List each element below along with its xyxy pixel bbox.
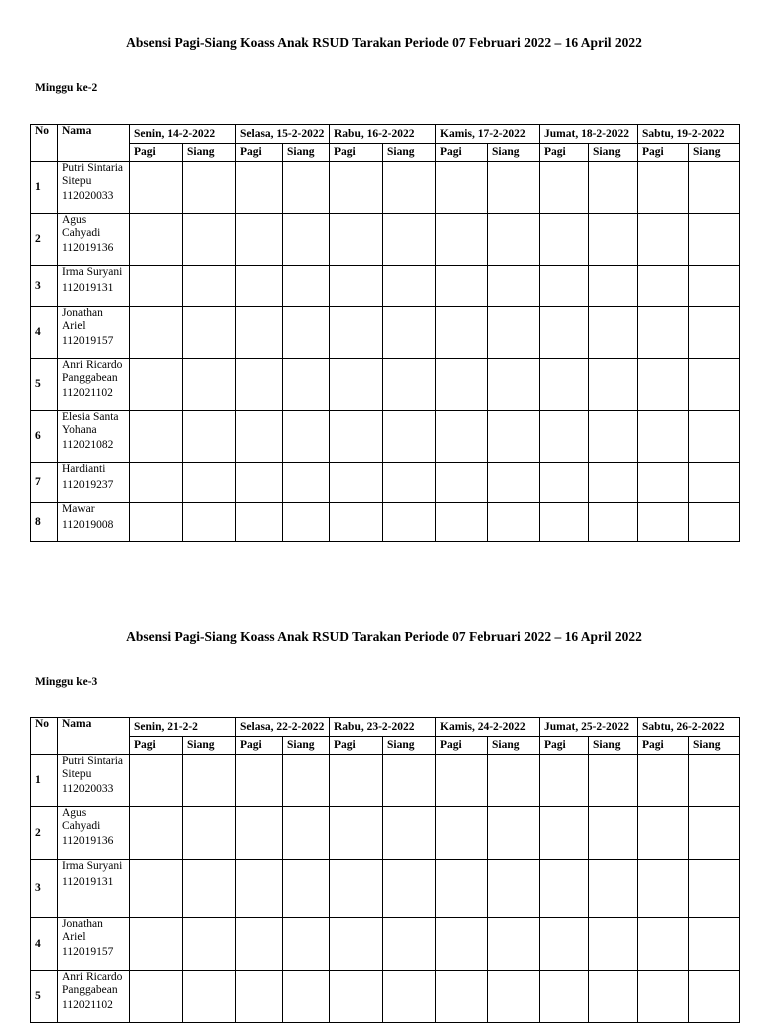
attendance-cell[interactable] <box>488 214 540 266</box>
row-number: 6 <box>31 411 58 463</box>
attendance-cell[interactable] <box>383 463 436 503</box>
student-id: 112021082 <box>62 439 114 451</box>
attendance-cell[interactable] <box>689 266 740 307</box>
attendance-cell[interactable] <box>589 266 638 307</box>
attendance-cell[interactable] <box>638 214 689 266</box>
student-cell <box>58 463 130 503</box>
attendance-cell[interactable] <box>383 214 436 266</box>
student-id: 112019136 <box>62 242 114 254</box>
table-row <box>31 807 740 860</box>
attendance-cell[interactable] <box>130 463 183 503</box>
attendance-cell[interactable] <box>689 214 740 266</box>
attendance-cell[interactable] <box>236 860 283 918</box>
attendance-cell[interactable] <box>436 755 488 807</box>
attendance-cell[interactable] <box>689 807 740 860</box>
attendance-cell[interactable] <box>488 918 540 971</box>
header-siang: Siang <box>183 144 236 162</box>
header-row-days <box>31 125 740 144</box>
attendance-cell[interactable] <box>436 807 488 860</box>
attendance-cell[interactable] <box>436 266 488 307</box>
header-siang: Siang <box>283 737 330 755</box>
student-id: 112019131 <box>62 875 114 888</box>
student-name: Irma Suryani <box>62 266 123 278</box>
attendance-cell[interactable] <box>540 755 589 807</box>
attendance-cell[interactable] <box>689 162 740 214</box>
attendance-cell[interactable] <box>638 918 689 971</box>
row-number: 4 <box>31 307 58 359</box>
student-name: Anri Ricardo Panggabean <box>62 971 123 996</box>
attendance-cell[interactable] <box>589 359 638 411</box>
student-id: 112019157 <box>62 946 114 958</box>
student-id: 112019157 <box>62 335 114 347</box>
attendance-cell[interactable] <box>689 359 740 411</box>
attendance-cell[interactable] <box>130 359 183 411</box>
attendance-cell[interactable] <box>540 807 589 860</box>
attendance-cell[interactable] <box>236 463 283 503</box>
student-name: Anri Ricardo Panggabean <box>62 359 123 384</box>
attendance-cell[interactable] <box>330 463 383 503</box>
attendance-cell[interactable] <box>330 860 383 918</box>
attendance-cell[interactable] <box>236 266 283 307</box>
attendance-cell[interactable] <box>638 162 689 214</box>
attendance-cell[interactable] <box>488 971 540 1023</box>
attendance-cell[interactable] <box>436 503 488 542</box>
attendance-cell[interactable] <box>436 214 488 266</box>
header-pagi: Pagi <box>236 144 283 162</box>
table-row <box>31 971 740 1023</box>
attendance-cell[interactable] <box>540 860 589 918</box>
student-cell <box>58 266 130 307</box>
attendance-cell[interactable] <box>236 162 283 214</box>
attendance-cell[interactable] <box>330 918 383 971</box>
attendance-cell[interactable] <box>383 162 436 214</box>
student-cell <box>58 503 130 542</box>
attendance-cell[interactable] <box>330 307 383 359</box>
header-day: Senin, 21-2-2 <box>130 718 236 737</box>
table-row <box>31 307 740 359</box>
student-name: Agus Cahyadi <box>62 214 101 239</box>
attendance-cell[interactable] <box>540 307 589 359</box>
attendance-cell[interactable] <box>236 307 283 359</box>
attendance-cell[interactable] <box>589 307 638 359</box>
header-pagi: Pagi <box>330 737 383 755</box>
attendance-cell[interactable] <box>130 755 183 807</box>
table-row <box>31 860 740 918</box>
attendance-cell[interactable] <box>183 214 236 266</box>
attendance-cell[interactable] <box>283 971 330 1023</box>
table-row <box>31 359 740 411</box>
table-row <box>31 162 740 214</box>
attendance-cell[interactable] <box>183 411 236 463</box>
header-day: Jumat, 25-2-2022 <box>540 718 638 737</box>
attendance-cell[interactable] <box>488 359 540 411</box>
week-label: Minggu ke-2 <box>35 82 98 94</box>
student-id: 112021102 <box>62 999 113 1011</box>
attendance-cell[interactable] <box>236 807 283 860</box>
table-row <box>31 918 740 971</box>
attendance-cell[interactable] <box>689 463 740 503</box>
attendance-cell[interactable] <box>183 807 236 860</box>
attendance-cell[interactable] <box>283 807 330 860</box>
header-siang: Siang <box>183 737 236 755</box>
attendance-cell[interactable] <box>436 162 488 214</box>
row-number: 4 <box>31 918 58 971</box>
table-row <box>31 411 740 463</box>
attendance-cell[interactable] <box>638 971 689 1023</box>
attendance-cell[interactable] <box>130 860 183 918</box>
row-number: 8 <box>31 503 58 542</box>
attendance-cell[interactable] <box>283 359 330 411</box>
student-cell <box>58 411 130 463</box>
attendance-cell[interactable] <box>283 307 330 359</box>
header-siang: Siang <box>383 737 436 755</box>
attendance-cell[interactable] <box>183 860 236 918</box>
header-pagi: Pagi <box>330 144 383 162</box>
header-day: Kamis, 17-2-2022 <box>436 125 540 144</box>
attendance-cell[interactable] <box>689 503 740 542</box>
attendance-cell[interactable] <box>383 359 436 411</box>
attendance-cell[interactable] <box>330 266 383 307</box>
header-pagi: Pagi <box>436 144 488 162</box>
header-pagi: Pagi <box>130 737 183 755</box>
attendance-cell[interactable] <box>330 411 383 463</box>
page-title: Absensi Pagi-Siang Koass Anak RSUD Tarakan Periode 07 Februari 2022 – 16 April 2022 <box>126 35 642 50</box>
student-cell <box>58 807 130 860</box>
attendance-cell[interactable] <box>589 860 638 918</box>
row-number: 1 <box>31 162 58 214</box>
attendance-cell[interactable] <box>540 162 589 214</box>
attendance-cell[interactable] <box>436 860 488 918</box>
header-day: Rabu, 23-2-2022 <box>330 718 436 737</box>
header-siang: Siang <box>589 144 638 162</box>
attendance-cell[interactable] <box>638 359 689 411</box>
student-id: 112019136 <box>62 835 114 847</box>
attendance-cell[interactable] <box>589 755 638 807</box>
attendance-cell[interactable] <box>436 463 488 503</box>
attendance-cell[interactable] <box>436 411 488 463</box>
attendance-table <box>30 717 740 1023</box>
attendance-cell[interactable] <box>330 162 383 214</box>
attendance-cell[interactable] <box>183 307 236 359</box>
attendance-cell[interactable] <box>488 807 540 860</box>
header-siang: Siang <box>488 144 540 162</box>
student-cell <box>58 307 130 359</box>
table-row <box>31 463 740 503</box>
student-cell <box>58 971 130 1023</box>
student-cell <box>58 359 130 411</box>
attendance-cell[interactable] <box>236 971 283 1023</box>
attendance-cell[interactable] <box>540 411 589 463</box>
attendance-cell[interactable] <box>436 971 488 1023</box>
attendance-cell[interactable] <box>236 503 283 542</box>
header-row-sessions <box>31 144 740 162</box>
student-id: 112019237 <box>62 478 114 491</box>
attendance-cell[interactable] <box>283 918 330 971</box>
attendance-cell[interactable] <box>130 162 183 214</box>
attendance-cell[interactable] <box>236 359 283 411</box>
attendance-cell[interactable] <box>183 162 236 214</box>
attendance-cell[interactable] <box>283 162 330 214</box>
row-number: 2 <box>31 214 58 266</box>
attendance-cell[interactable] <box>638 755 689 807</box>
attendance-cell[interactable] <box>638 307 689 359</box>
attendance-cell[interactable] <box>330 214 383 266</box>
student-name: Jonathan Ariel <box>62 307 103 332</box>
header-day: Jumat, 18-2-2022 <box>540 125 638 144</box>
attendance-cell[interactable] <box>183 503 236 542</box>
attendance-cell[interactable] <box>488 755 540 807</box>
attendance-cell[interactable] <box>330 755 383 807</box>
header-no: No <box>31 718 58 755</box>
student-id: 112019131 <box>62 281 114 294</box>
student-cell <box>58 918 130 971</box>
attendance-cell[interactable] <box>488 307 540 359</box>
header-siang: Siang <box>383 144 436 162</box>
attendance-cell[interactable] <box>183 463 236 503</box>
attendance-cell[interactable] <box>436 359 488 411</box>
student-cell <box>58 214 130 266</box>
attendance-cell[interactable] <box>589 503 638 542</box>
header-siang: Siang <box>488 737 540 755</box>
header-pagi: Pagi <box>540 737 589 755</box>
attendance-cell[interactable] <box>638 266 689 307</box>
student-name: Elesia Santa Yohana <box>62 411 119 436</box>
header-siang: Siang <box>589 737 638 755</box>
attendance-cell[interactable] <box>183 359 236 411</box>
header-siang: Siang <box>283 144 330 162</box>
attendance-cell[interactable] <box>130 807 183 860</box>
page-title: Absensi Pagi-Siang Koass Anak RSUD Tarakan Periode 07 Februari 2022 – 16 April 2022 <box>126 629 642 644</box>
table-row <box>31 503 740 542</box>
attendance-cell[interactable] <box>130 503 183 542</box>
attendance-cell[interactable] <box>689 411 740 463</box>
row-number: 3 <box>31 860 58 918</box>
attendance-cell[interactable] <box>330 807 383 860</box>
attendance-cell[interactable] <box>488 463 540 503</box>
attendance-cell[interactable] <box>589 807 638 860</box>
header-day: Senin, 14-2-2022 <box>130 125 236 144</box>
student-id: 112019008 <box>62 518 114 531</box>
attendance-cell[interactable] <box>638 860 689 918</box>
header-day: Selasa, 15-2-2022 <box>236 125 330 144</box>
table-row <box>31 266 740 307</box>
attendance-cell[interactable] <box>689 971 740 1023</box>
attendance-cell[interactable] <box>283 214 330 266</box>
attendance-cell[interactable] <box>183 266 236 307</box>
attendance-cell[interactable] <box>540 503 589 542</box>
header-pagi: Pagi <box>436 737 488 755</box>
attendance-cell[interactable] <box>540 918 589 971</box>
week-label: Minggu ke-3 <box>35 676 98 688</box>
row-number: 2 <box>31 807 58 860</box>
student-name: Agus Cahyadi <box>62 807 101 832</box>
header-pagi: Pagi <box>540 144 589 162</box>
attendance-cell[interactable] <box>383 860 436 918</box>
attendance-cell[interactable] <box>589 918 638 971</box>
header-day: Sabtu, 26-2-2022 <box>638 718 740 737</box>
header-day: Kamis, 24-2-2022 <box>436 718 540 737</box>
header-siang: Siang <box>689 144 740 162</box>
row-number: 1 <box>31 755 58 807</box>
attendance-cell[interactable] <box>488 860 540 918</box>
header-day: Sabtu, 19-2-2022 <box>638 125 740 144</box>
attendance-cell[interactable] <box>236 214 283 266</box>
attendance-cell[interactable] <box>330 359 383 411</box>
header-pagi: Pagi <box>130 144 183 162</box>
attendance-cell[interactable] <box>589 463 638 503</box>
attendance-cell[interactable] <box>283 755 330 807</box>
attendance-cell[interactable] <box>330 503 383 542</box>
header-row-days <box>31 718 740 737</box>
student-id: 112021102 <box>62 387 113 399</box>
attendance-cell[interactable] <box>283 463 330 503</box>
attendance-cell[interactable] <box>330 971 383 1023</box>
header-pagi: Pagi <box>638 737 689 755</box>
attendance-cell[interactable] <box>383 971 436 1023</box>
attendance-cell[interactable] <box>383 266 436 307</box>
attendance-cell[interactable] <box>638 463 689 503</box>
header-siang: Siang <box>689 737 740 755</box>
student-name: Putri Sintaria Sitepu <box>62 162 124 187</box>
attendance-cell[interactable] <box>183 918 236 971</box>
student-name: Hardianti <box>62 463 106 475</box>
attendance-cell[interactable] <box>488 411 540 463</box>
attendance-cell[interactable] <box>236 411 283 463</box>
row-number: 3 <box>31 266 58 307</box>
attendance-cell[interactable] <box>130 411 183 463</box>
attendance-cell[interactable] <box>589 411 638 463</box>
student-name: Irma Suryani <box>62 860 123 872</box>
attendance-cell[interactable] <box>638 411 689 463</box>
row-number: 5 <box>31 971 58 1023</box>
student-id: 112020033 <box>62 190 114 202</box>
student-cell <box>58 860 130 918</box>
table-row <box>31 755 740 807</box>
attendance-cell[interactable] <box>689 755 740 807</box>
attendance-cell[interactable] <box>689 918 740 971</box>
attendance-table <box>30 124 740 542</box>
attendance-cell[interactable] <box>183 755 236 807</box>
row-number: 7 <box>31 463 58 503</box>
attendance-cell[interactable] <box>183 971 236 1023</box>
attendance-cell[interactable] <box>283 411 330 463</box>
student-name: Putri Sintaria Sitepu <box>62 755 124 780</box>
attendance-cell[interactable] <box>689 860 740 918</box>
attendance-cell[interactable] <box>130 307 183 359</box>
attendance-cell[interactable] <box>589 971 638 1023</box>
attendance-cell[interactable] <box>638 807 689 860</box>
attendance-cell[interactable] <box>488 162 540 214</box>
attendance-cell[interactable] <box>383 307 436 359</box>
attendance-cell[interactable] <box>589 214 638 266</box>
attendance-cell[interactable] <box>589 162 638 214</box>
row-number: 5 <box>31 359 58 411</box>
header-nama: Nama <box>58 718 130 755</box>
attendance-cell[interactable] <box>488 266 540 307</box>
attendance-cell[interactable] <box>383 755 436 807</box>
attendance-cell[interactable] <box>283 266 330 307</box>
attendance-cell[interactable] <box>383 807 436 860</box>
attendance-cell[interactable] <box>436 307 488 359</box>
attendance-cell[interactable] <box>383 503 436 542</box>
attendance-cell[interactable] <box>436 918 488 971</box>
header-day: Selasa, 22-2-2022 <box>236 718 330 737</box>
header-pagi: Pagi <box>236 737 283 755</box>
header-row-sessions <box>31 737 740 755</box>
header-day: Rabu, 16-2-2022 <box>330 125 436 144</box>
attendance-cell[interactable] <box>236 755 283 807</box>
attendance-cell[interactable] <box>540 971 589 1023</box>
attendance-cell[interactable] <box>540 463 589 503</box>
header-pagi: Pagi <box>638 144 689 162</box>
student-name: Jonathan Ariel <box>62 918 103 943</box>
attendance-cell[interactable] <box>283 503 330 542</box>
attendance-cell[interactable] <box>130 214 183 266</box>
attendance-cell[interactable] <box>488 503 540 542</box>
attendance-cell[interactable] <box>540 359 589 411</box>
attendance-cell[interactable] <box>689 307 740 359</box>
header-no: No <box>31 125 58 162</box>
attendance-cell[interactable] <box>130 971 183 1023</box>
student-name: Mawar <box>62 503 95 515</box>
attendance-cell[interactable] <box>130 918 183 971</box>
attendance-cell[interactable] <box>130 266 183 307</box>
student-id: 112020033 <box>62 783 114 795</box>
attendance-cell[interactable] <box>383 411 436 463</box>
table-row <box>31 214 740 266</box>
attendance-cell[interactable] <box>236 918 283 971</box>
student-cell <box>58 162 130 214</box>
attendance-cell[interactable] <box>638 503 689 542</box>
attendance-cell[interactable] <box>383 918 436 971</box>
student-cell <box>58 755 130 807</box>
header-nama: Nama <box>58 125 130 162</box>
attendance-cell[interactable] <box>283 860 330 918</box>
attendance-cell[interactable] <box>540 214 589 266</box>
attendance-cell[interactable] <box>540 266 589 307</box>
